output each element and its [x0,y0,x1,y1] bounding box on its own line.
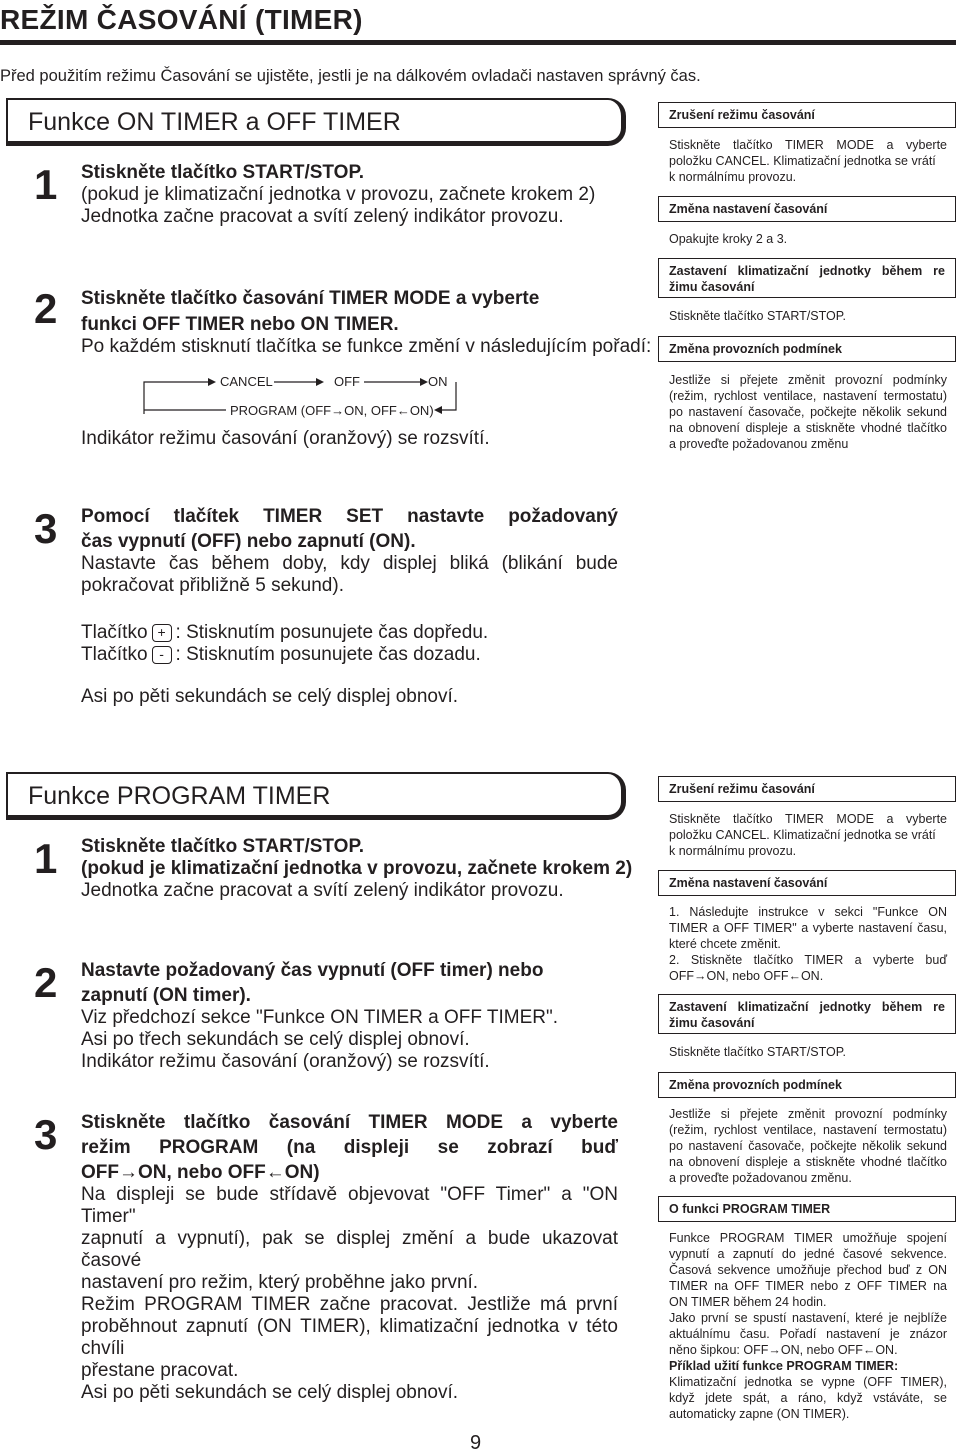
s1-side-stop-heading: Zastavení klimatizační jednotky během re žimu časování [658,258,956,298]
s1-side-cancel-heading: Zrušení režimu časování [658,102,956,128]
s2-side-program-text: Funkce PROGRAM TIMER umožňuje spojení vypnutí a zapnutí do jedné časové sekvence. Časová sekvence umožňuje přechod buď z ON TIMER na OFF TIMER nebo z OFF TIMER na ON TIMER během 24 hodin. Jako první se spustí nastavení, které je nejblíže aktuálnímu času. Pořadí nastavení je znázor něno šipkou: OFF→ON, nebo OFF←ON. Příklad užití funkce PROGRAM TIMER: Klimatizační jednotka se vypne (OFF TIMER), když jdete spát, a ráno, když vstáváte, se automaticky zapne (ON TIMER). [669,1231,947,1421]
s1-step-1-text: Stiskněte tlačítko START/STOP. (pokud je klimatizační jednotka v provozu, začnete krokem 2) Jednotka začne pracovat a svítí zelený indikátor provozu. [81,162,596,227]
s2-side-program-heading: O funkci PROGRAM TIMER [658,1196,956,1222]
s2-side-change-heading: Změna nastavení časování [658,870,956,896]
s2-side-conditions-text: Jestliže si přejete změnit provozní podmínky (režim, rychlost ventilace, nastavení termostatu) po nastavení časovače, počkejte několik sekund na obnovení displeje a stiskněte vhodné tlačítko a proveďte požadovanou změnu. [669,1107,947,1185]
s2-step-2-number: 2 [34,959,58,1006]
minus-key-icon: - [152,646,172,664]
title-rule [0,40,956,45]
cycle-cancel: CANCEL [220,374,273,389]
s2-side-change-text: 1. Následujte instrukce v sekci "Funkce ON TIMER a OFF TIMER" a vyberte nastavení času, které chcete změnit. 2. Stiskněte tlačítko TIMER a vyberte buď OFF→ON, nebo OFF←ON. [669,905,947,983]
s2-side-stop-text: Stiskněte tlačítko START/STOP. [669,1045,846,1059]
s2-step-3-number: 3 [34,1111,58,1158]
section-2-title: Funkce PROGRAM TIMER [28,782,331,810]
s2-side-stop-heading: Zastavení klimatizační jednotky během re žimu časování [658,994,956,1034]
s1-side-conditions-text: Jestliže si přejete změnit provozní podmínky (režim, rychlost ventilace, nastavení termostatu) po nastavení časovače, počkejte několik sekund na obnovení displeje a stiskněte vhodné tlačítko a proveďte požadovanou změnu [669,373,947,451]
s1-side-stop-text: Stiskněte tlačítko START/STOP. [669,309,846,323]
s1-step-1-number: 1 [34,161,58,208]
s2-side-cancel-text: Stiskněte tlačítko TIMER MODE a vyberte položku CANCEL. Klimatizační jednotka se vrátí k normálnímu provozu. [669,812,947,858]
timer-mode-cycle-diagram [140,368,460,424]
s2-side-cancel-heading: Zrušení režimu časování [658,776,956,802]
s1-side-change-heading: Změna nastavení časování [658,196,956,222]
s1-step-3-note: Asi po pěti sekundách se celý displej obnoví. [81,686,459,707]
s1-step-2-number: 2 [34,285,58,332]
cycle-off: OFF [334,374,360,389]
s2-step-1-number: 1 [34,835,58,882]
s1-side-cancel-text: Stiskněte tlačítko TIMER MODE a vyberte položku CANCEL. Klimatizační jednotka se vrátí k normálnímu provozu. [669,138,947,184]
section-1-header [6,98,626,146]
s1-step-2-indicator: Indikátor režimu časování (oranžový) se rozsvítí. [81,428,490,449]
section-2-header [6,772,626,820]
section-1-title: Funkce ON TIMER a OFF TIMER [28,108,401,136]
s2-step-3-text: Stiskněte tlačítko časování TIMER MODE a vyberte režim PROGRAM (na displeji se zobrazí buď OFF→ON, nebo OFF←ON) Na displeji se bude střídavě objevovat "OFF Timer" a "ON Timer" zapnutí a vypnutí), pak se displej změní a bude ukazovat časové nastavení pro režim, který proběhne jako první. Režim PROGRAM TIMER začne pracovat. Jestliže má první proběhnout zapnutí (ON TIMER), klimatizační jednotka v této chvíli přestane pracovat. Asi po pěti sekundách se celý displej obnoví. [81,1112,618,1403]
page-title: REŽIM ČASOVÁNÍ (TIMER) [0,4,363,35]
s1-minus-row: Tlačítko - : Stisknutím posunujete čas dozadu. [81,644,481,665]
s1-side-change-text: Opakujte kroky 2 a 3. [669,232,788,246]
plus-key-icon: + [152,624,172,642]
s1-plus-row: Tlačítko + : Stisknutím posunujete čas dopředu. [81,622,489,643]
page-number: 9 [470,1432,482,1454]
cycle-on: ON [428,374,448,389]
s2-side-conditions-heading: Změna provozních podmínek [658,1072,956,1098]
s2-step-1-text: Stiskněte tlačítko START/STOP. (pokud je klimatizační jednotka v provozu, začnete krokem 2) Jednotka začne pracovat a svítí zelený indikátor provozu. [81,836,633,901]
cycle-program: PROGRAM (OFF→ON, OFF←ON) [230,403,434,418]
s1-step-2-text: Stiskněte tlačítko časování TIMER MODE a vyberte funkci OFF TIMER nebo ON TIMER. Po každém stisknutí tlačítka se funkce změní v následujícím pořadí: [81,288,652,357]
s1-side-conditions-heading: Změna provozních podmínek [658,336,956,362]
s2-step-2-text: Nastavte požadovaný čas vypnutí (OFF timer) nebo zapnutí (ON timer). Viz předchozí sekce "Funkce ON TIMER a OFF TIMER". Asi po třech sekundách se celý displej obnoví. Indikátor režimu časování (oranžový) se rozsvítí. [81,960,559,1072]
s1-step-3-text: Pomocí tlačítek TIMER SET nastavte požadovaný čas vypnutí (OFF) nebo zapnutí (ON). Nastavte čas během doby, kdy displej bliká (blikání bude pokračovat přibližně 5 sekund). [81,506,618,596]
s1-step-3-number: 3 [34,505,58,552]
intro-text: Před použitím režimu Časování se ujistěte, jestli je na dálkovém ovladači nastaven správný čas. [0,67,701,85]
